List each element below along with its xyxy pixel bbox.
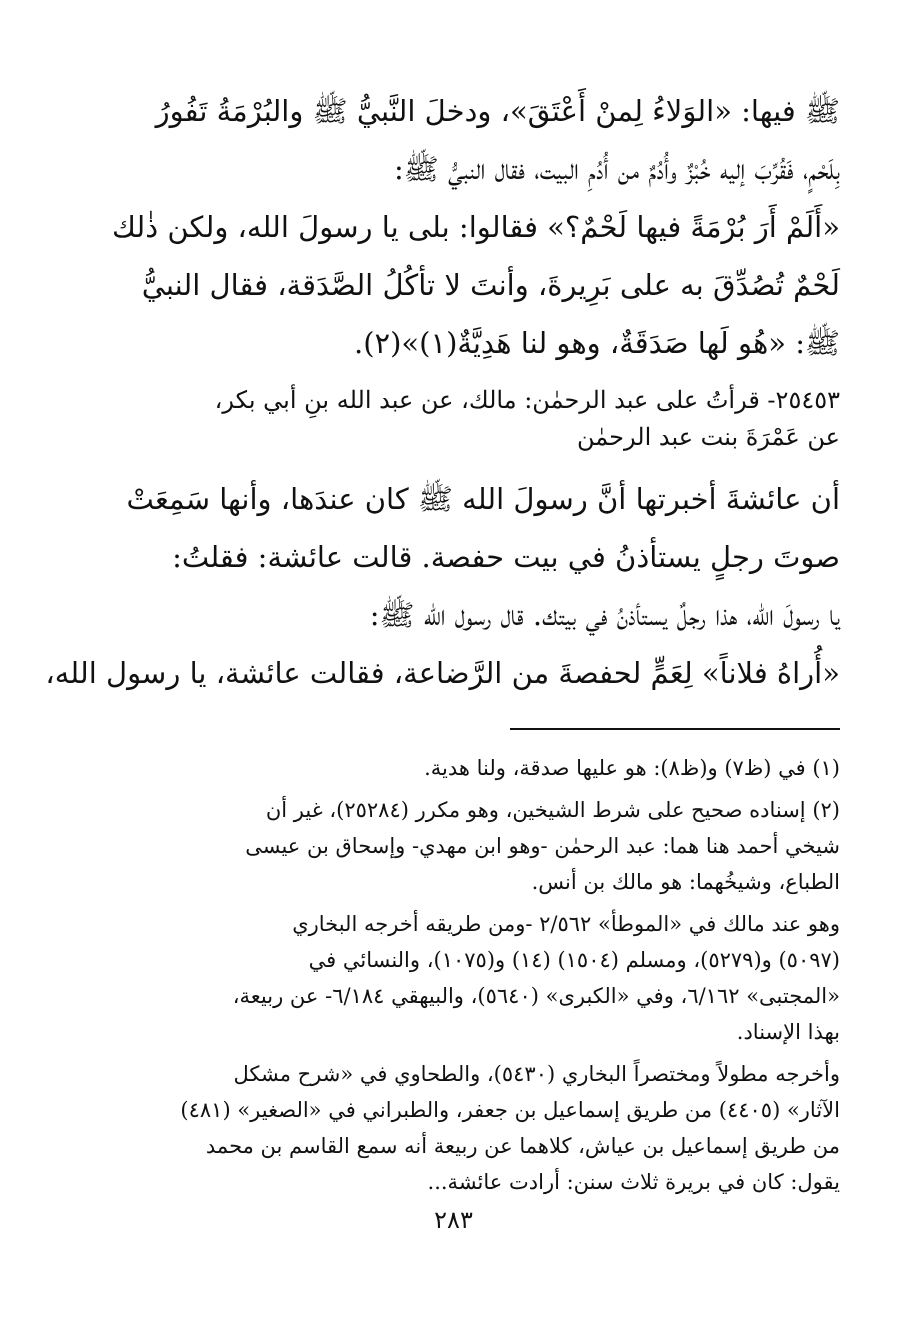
text-line: يا رسولَ الله، هذا رجلٌ يستأذنُ في بيتك. قال رسول الله ﷺ: bbox=[369, 598, 840, 632]
text-line: أن عائشةَ أخبرتها أنَّ رسولَ الله ﷺ كان عندَها، وأنها سَمِعَتْ bbox=[126, 482, 840, 516]
footnote-2-continued-2 bbox=[128, 1056, 840, 1200]
footnote-line: وهو عند مالك في «الموطأ» ٢/٥٦٢ -ومن طريقه أخرجه البخاري bbox=[292, 912, 840, 936]
footnote-line: (٢) إسناده صحيح على شرط الشيخين، وهو مكرر (٢٥٢٨٤)، غير أن bbox=[265, 798, 840, 822]
footnote-line: الطباع، وشيخُهما: هو مالك بن أنس. bbox=[531, 870, 840, 894]
page-body bbox=[45, 82, 840, 1200]
text-line: «أَلَمْ أَرَ بُرْمَةً فيها لَحْمٌ؟» فقالوا: بلى يا رسولَ الله، ولكن ذٰلك bbox=[111, 210, 840, 244]
isnad-line: ٢٥٤٥٣- قرأتُ على عبد الرحمٰن: مالك، عن عبد الله بنِ أبي بكر، bbox=[214, 386, 840, 414]
footnote-2-continued bbox=[128, 906, 840, 1050]
text-line: صوتَ رجلٍ يستأذنُ في بيت حفصة. قالت عائشة: فقلتُ: bbox=[172, 540, 840, 574]
text-line: ﷺ فيها: «الوَلاءُ لِمنْ أَعْتَقَ»، ودخلَ النَّبيُّ ﷺ والبُرْمَةُ تَفُورُ bbox=[155, 94, 840, 128]
text-line: لَحْمٌ تُصُدِّقَ به على بَرِيرةَ، وأنتَ لا تأكُلُ الصَّدَقة، فقال النبيُّ bbox=[141, 268, 840, 302]
footnotes bbox=[128, 750, 840, 1200]
footnote-line: شيخي أحمد هنا هما: عبد الرحمٰن -وهو ابن مهدي- وإسحاق بن عيسى bbox=[245, 834, 840, 858]
footnote-divider bbox=[510, 728, 840, 730]
hadith-text-1 bbox=[111, 82, 840, 372]
page-number: ٢٨٣ bbox=[434, 1206, 473, 1234]
text-line: بِلَحْمٍ، فَقُرِّبَ إليه خُبْزٌ وأُدُمٌ من أُدُمِ البيت، فقال النبيُّ ﷺ: bbox=[394, 152, 840, 186]
footnote-line: من طريق إسماعيل بن عياش، كلاهما عن ربيعة أنه سمع القاسم بن محمد bbox=[205, 1134, 840, 1158]
footnote-line: يقول: كان في بريرة ثلاث سنن: أرادت عائشة... bbox=[427, 1170, 840, 1194]
footnote-line: وأخرجه مطولاً ومختصراً البخاري (٥٤٣٠)، والطحاوي في «شرح مشكل bbox=[233, 1062, 840, 1086]
footnote-line: (٥٠٩٧) و(٥٢٧٩)، ومسلم (١٥٠٤) (١٤) و(١٠٧٥)، والنسائي في bbox=[308, 948, 840, 972]
footnote-1 bbox=[128, 750, 840, 786]
isnad-chain bbox=[128, 382, 840, 456]
text-line: «أُراهُ فلاناً» لِعَمٍّ لحفصةَ من الرَّضاعة، فقالت عائشة، يا رسول الله، bbox=[45, 656, 840, 690]
isnad-line: عن عَمْرَةَ بنت عبد الرحمٰن bbox=[577, 423, 840, 451]
footnote-line: «المجتبى» ٦/١٦٢، وفي «الكبرى» (٥٦٤٠)، والبيهقي ٦/١٨٤- عن ربيعة، bbox=[232, 984, 840, 1008]
footnote-line: بهذا الإسناد. bbox=[736, 1020, 840, 1044]
footnote-line: الآثار» (٤٤٠٥) من طريق إسماعيل بن جعفر، والطبراني في «الصغير» (٤٨١) bbox=[180, 1098, 840, 1122]
hadith-text-2 bbox=[45, 470, 840, 702]
footnote-2 bbox=[128, 792, 840, 900]
text-line: ﷺ: «هُو لَها صَدَقَةٌ، وهو لنا هَدِيَّةٌ(١)»(٢). bbox=[353, 326, 840, 360]
footnote-line: (١) في (ظ٧) و(ظ٨): هو عليها صدقة، ولنا هدية. bbox=[424, 756, 840, 780]
